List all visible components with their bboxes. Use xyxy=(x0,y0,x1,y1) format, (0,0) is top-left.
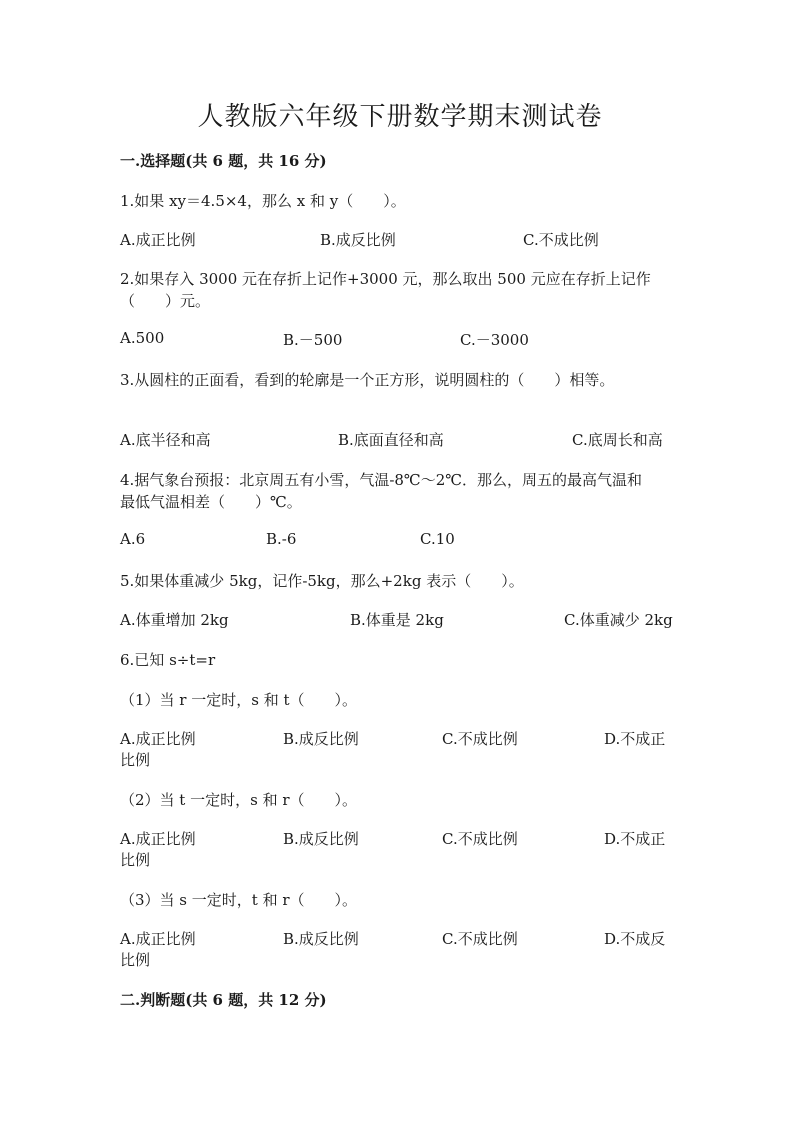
question-6-sub1-option-d: D.不成正 xyxy=(604,730,666,748)
question-1-option-a: A.成正比例 xyxy=(120,231,196,249)
question-6-sub3-option-c: C.不成比例 xyxy=(442,930,518,948)
question-1-option-c: C.不成比例 xyxy=(523,231,599,249)
question-2-option-a: A.500 xyxy=(120,329,165,347)
question-3-option-c: C.底周长和高 xyxy=(572,431,663,449)
question-6-sub3-stem: （3）当 s 一定时，t 和 r（ ）。 xyxy=(120,891,358,909)
question-4-option-a: A.6 xyxy=(120,530,146,548)
question-5-option-a: A.体重增加 2kg xyxy=(120,611,229,629)
question-2-option-b: B.－500 xyxy=(283,331,343,349)
question-2-stem-line1: 2.如果存入 3000 元在存折上记作+3000 元，那么取出 500 元应在存折上记作 xyxy=(120,270,651,288)
question-1-stem: 1.如果 xy＝4.5×4，那么 x 和 y（ ）。 xyxy=(120,192,406,210)
section-heading-choice: 一.选择题(共 6 题，共 16 分) xyxy=(120,152,327,170)
page-title: 人教版六年级下册数学期末测试卷 xyxy=(197,102,603,132)
question-6-sub2-option-a: A.成正比例 xyxy=(120,830,196,848)
question-6-sub3-option-b: B.成反比例 xyxy=(283,930,359,948)
question-1-option-b: B.成反比例 xyxy=(320,231,396,249)
question-6-stem: 6.已知 s÷t=r xyxy=(120,651,216,669)
question-6-sub2-stem: （2）当 t 一定时，s 和 r（ ）。 xyxy=(120,791,358,809)
question-6-sub1-option-a: A.成正比例 xyxy=(120,730,196,748)
question-6-sub1-option-c: C.不成比例 xyxy=(442,730,518,748)
question-6-sub3-option-d-wrap: 比例 xyxy=(120,951,151,969)
question-6-sub1-option-d-wrap: 比例 xyxy=(120,751,151,769)
question-4-stem-line1: 4.据气象台预报：北京周五有小雪，气温-8℃～2℃．那么，周五的最高气温和 xyxy=(120,471,643,489)
question-5-option-c: C.体重减少 2kg xyxy=(564,611,673,629)
question-3-option-a: A.底半径和高 xyxy=(120,431,211,449)
question-6-sub1-stem: （1）当 r 一定时，s 和 t（ ）。 xyxy=(120,691,358,709)
question-2-stem-line2: （ ）元。 xyxy=(120,292,211,310)
question-3-stem: 3.从圆柱的正面看，看到的轮廓是一个正方形，说明圆柱的（ ）相等。 xyxy=(120,371,615,389)
section-heading-judgement: 二.判断题(共 6 题，共 12 分) xyxy=(120,991,327,1009)
question-4-option-c: C.10 xyxy=(420,530,455,548)
question-6-sub2-option-c: C.不成比例 xyxy=(442,830,518,848)
question-4-stem-line2: 最低气温相差（ ）℃。 xyxy=(120,493,302,511)
question-5-stem: 5.如果体重减少 5kg，记作-5kg，那么+2kg 表示（ ）。 xyxy=(120,572,524,590)
question-6-sub2-option-d: D.不成正 xyxy=(604,830,666,848)
question-3-option-b: B.底面直径和高 xyxy=(338,431,444,449)
question-2-option-c: C.－3000 xyxy=(460,331,529,349)
question-6-sub3-option-a: A.成正比例 xyxy=(120,930,196,948)
question-4-option-b: B.-6 xyxy=(266,530,297,548)
question-6-sub2-option-d-wrap: 比例 xyxy=(120,851,151,869)
question-6-sub3-option-d: D.不成反 xyxy=(604,930,666,948)
question-6-sub1-option-b: B.成反比例 xyxy=(283,730,359,748)
question-5-option-b: B.体重是 2kg xyxy=(350,611,444,629)
question-6-sub2-option-b: B.成反比例 xyxy=(283,830,359,848)
